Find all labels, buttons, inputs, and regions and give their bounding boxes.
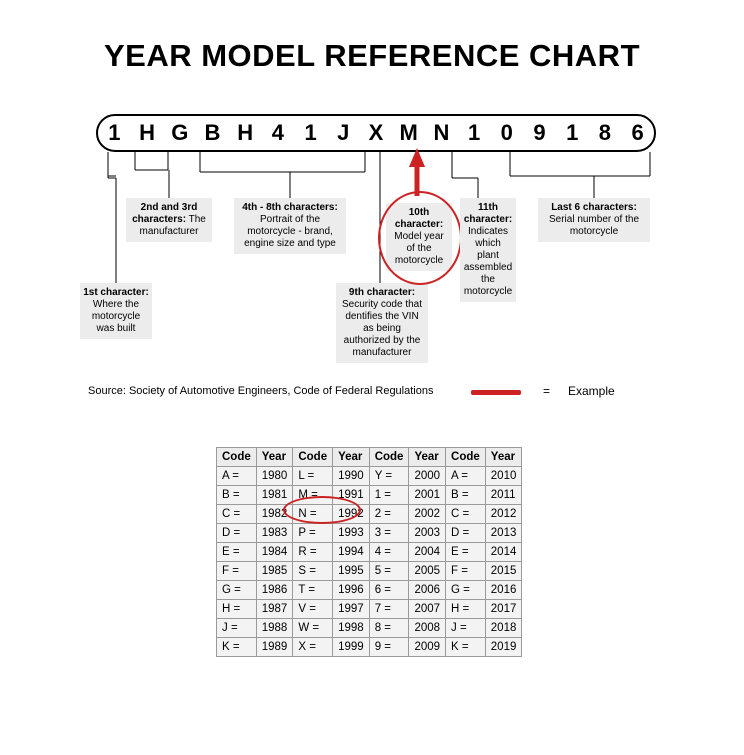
table-header-row [217, 448, 522, 467]
cell-year: 1994 [333, 543, 370, 562]
cell-code: N = [293, 505, 333, 524]
cell-year: 1982 [256, 505, 293, 524]
cell-code: 4 = [369, 543, 409, 562]
callout-heading: 1st character: [83, 287, 149, 298]
column-header-code-2: Code [293, 448, 333, 467]
callout-body: Model year of the motorcycle [394, 231, 444, 266]
cell-code: 6 = [369, 581, 409, 600]
callout-heading: 4th - 8th characters: [242, 202, 338, 213]
cell-code: G = [217, 581, 257, 600]
cell-year: 1984 [256, 543, 293, 562]
cell-year: 2010 [485, 467, 522, 486]
cell-year: 2016 [485, 581, 522, 600]
cell-code: J = [217, 619, 257, 638]
cell-year: 2019 [485, 638, 522, 657]
callout-2nd-3rd-characters [126, 198, 212, 242]
callout-body: Security code that dentifies the VIN as being authorized by the manufacturer [341, 299, 423, 358]
cell-year: 1987 [256, 600, 293, 619]
callout-last-6-characters [538, 198, 650, 242]
cell-code: A = [217, 467, 257, 486]
cell-code: 2 = [369, 505, 409, 524]
source-text: Source: Society of Automotive Engineers, Code of Federal Regulations [88, 385, 434, 397]
cell-year: 1993 [333, 524, 370, 543]
callout-9th-character [336, 283, 428, 363]
callout-heading: 9th character: [348, 287, 416, 298]
page-title: YEAR MODEL REFERENCE CHART [103, 38, 641, 73]
highlight-ellipse-10th-character [378, 191, 462, 285]
cell-code: C = [217, 505, 257, 524]
vin-char: 0 [500, 120, 513, 145]
cell-year: 1983 [256, 524, 293, 543]
cell-code: C = [446, 505, 486, 524]
cell-code: Y = [369, 467, 409, 486]
callout-1st-character [80, 283, 152, 339]
cell-year-highlighted: 1991 [333, 486, 370, 505]
vin-char: H [139, 120, 155, 145]
vin-char: 1 [566, 120, 579, 145]
table-row [217, 505, 522, 524]
cell-code: 7 = [369, 600, 409, 619]
cell-year: 2013 [485, 524, 522, 543]
cell-code: R = [293, 543, 333, 562]
table-row [217, 486, 522, 505]
vin-char: B [204, 120, 221, 145]
callout-body: The manufacturer [139, 214, 206, 237]
cell-code: K = [446, 638, 486, 657]
callout-11th-character [460, 198, 516, 302]
table-row [217, 600, 522, 619]
cell-code: P = [293, 524, 333, 543]
cell-year: 2018 [485, 619, 522, 638]
cell-year: 2002 [409, 505, 446, 524]
cell-year: 2003 [409, 524, 446, 543]
cell-code: B = [217, 486, 257, 505]
table-row [217, 543, 522, 562]
cell-year: 1989 [256, 638, 293, 657]
code-year-table [216, 447, 522, 657]
cell-code: A = [446, 467, 486, 486]
table-row [217, 467, 522, 486]
cell-year: 1999 [333, 638, 370, 657]
callout-heading: Last 6 characters: [551, 202, 637, 213]
cell-year: 2009 [409, 638, 446, 657]
cell-year: 2007 [409, 600, 446, 619]
cell-code: 3 = [369, 524, 409, 543]
cell-code: 5 = [369, 562, 409, 581]
cell-code: 9 = [369, 638, 409, 657]
cell-code: D = [446, 524, 486, 543]
vin-char: 1 [108, 120, 121, 145]
cell-year: 1981 [256, 486, 293, 505]
cell-year: 2006 [409, 581, 446, 600]
cell-code: X = [293, 638, 333, 657]
callout-body: Portrait of the motorcycle - brand, engine size and type [244, 214, 336, 249]
vin-char-highlighted: M [399, 120, 418, 145]
cell-year: 1998 [333, 619, 370, 638]
column-header-code-1: Code [217, 448, 257, 467]
cell-year: 1985 [256, 562, 293, 581]
cell-year: 1990 [333, 467, 370, 486]
cell-code: K = [217, 638, 257, 657]
table-row [217, 524, 522, 543]
cell-year: 2012 [485, 505, 522, 524]
cell-year: 2000 [409, 467, 446, 486]
cell-year: 2011 [485, 486, 522, 505]
vin-char: 1 [467, 120, 481, 145]
cell-code: 1 = [369, 486, 409, 505]
cell-code: J = [446, 619, 486, 638]
cell-code: F = [217, 562, 257, 581]
vin-char: 8 [598, 120, 612, 145]
table-row [217, 562, 522, 581]
vin-char: G [171, 120, 189, 145]
cell-year: 2014 [485, 543, 522, 562]
vin-char: X [368, 120, 384, 145]
cell-year: 1997 [333, 600, 370, 619]
column-header-code-3: Code [369, 448, 409, 467]
vin-char: 1 [304, 120, 317, 145]
cell-year: 1996 [333, 581, 370, 600]
cell-code-highlighted: M = [293, 486, 333, 505]
cell-year: 2008 [409, 619, 446, 638]
callout-heading: 11th character: [463, 202, 513, 225]
column-header-year-1: Year [256, 448, 293, 467]
column-header-year-4: Year [485, 448, 522, 467]
callout-4th-8th-characters [234, 198, 346, 254]
cell-code: D = [217, 524, 257, 543]
cell-code: 8 = [369, 619, 409, 638]
cell-code: G = [446, 581, 486, 600]
vin-char: 4 [271, 120, 284, 145]
vin-number-box [96, 114, 656, 152]
legend-example-label: Example [568, 384, 615, 398]
vin-char: J [337, 120, 350, 145]
legend-equals-sign: = [543, 384, 551, 398]
vin-char: H [237, 120, 254, 145]
cell-code: T = [293, 581, 333, 600]
cell-code: V = [293, 600, 333, 619]
cell-code: H = [446, 600, 486, 619]
cell-code: S = [293, 562, 333, 581]
cell-year: 1980 [256, 467, 293, 486]
legend-example-swatch [471, 390, 521, 395]
cell-code: E = [446, 543, 486, 562]
cell-code: F = [446, 562, 486, 581]
column-header-year-2: Year [333, 448, 370, 467]
callout-heading: 10th character: [394, 207, 444, 230]
cell-code: L = [293, 467, 333, 486]
cell-year: 2004 [409, 543, 446, 562]
vin-char: 9 [533, 120, 546, 145]
callout-body: Serial number of the motorcycle [548, 214, 640, 237]
cell-year: 1992 [333, 505, 370, 524]
table-row [217, 638, 522, 657]
callout-heading: 2nd and 3rd characters: [132, 202, 198, 225]
vin-char: 6 [631, 120, 644, 145]
callout-body: Where the motorcycle was built [91, 299, 141, 334]
cell-code: W = [293, 619, 333, 638]
column-header-year-3: Year [409, 448, 446, 467]
vin-char: N [433, 120, 450, 145]
cell-code: H = [217, 600, 257, 619]
callout-body: Indicates which plant assembled the motorcycle [463, 226, 513, 297]
cell-code: B = [446, 486, 486, 505]
cell-year: 2017 [485, 600, 522, 619]
table-row [217, 619, 522, 638]
cell-year: 2005 [409, 562, 446, 581]
table-row [217, 581, 522, 600]
cell-year: 1988 [256, 619, 293, 638]
cell-year: 2001 [409, 486, 446, 505]
cell-code: E = [217, 543, 257, 562]
cell-year: 2015 [485, 562, 522, 581]
cell-year: 1986 [256, 581, 293, 600]
cell-year: 1995 [333, 562, 370, 581]
column-header-code-4: Code [446, 448, 486, 467]
